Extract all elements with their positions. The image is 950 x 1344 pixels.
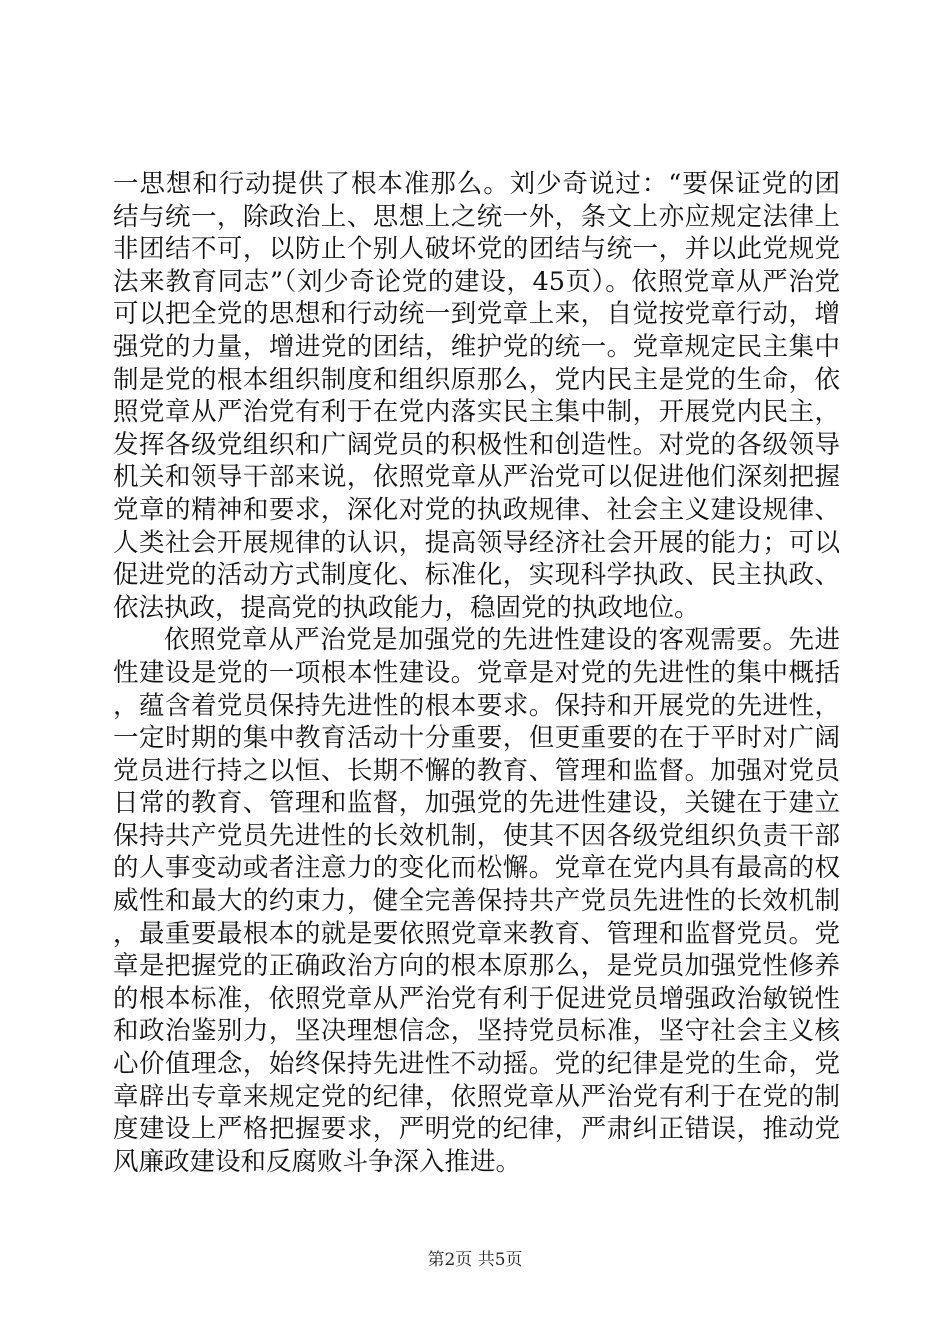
page-number-footer: 第2页 共5页 xyxy=(427,1250,523,1270)
paragraph-advanced-nature: 依照党章从严治党是加强党的先进性建设的客观需要。先进性建设是党的一项根本性建设。党章是对党的先进性的集中概括，蕴含着党员保持先进性的根本要求。保持和开展党的先进性，一定时期的集中教育活动十分重要，但更重要的在于平时对广阔党员进行持之以恒、长期不懈的教育、管理和监督。加强对党员日常的教育、管理和监督，加强党的先进性建设，关键在于建立保持共产党员先进性的长效机制，使其不因各级党组织负责干部的人事变动或者注意力的变化而松懈。党章在党内具有最高的权威性和最大的约束力，健全完善保持共产党员先进性的长效机制，最重要最根本的就是要依照党章来教育、管理和监督党员。党章是把握党的正确政治方向的根本原那么，是党员加强党性修养的根本标准，依照党章从严治党有利于促进党员增强政治敏锐性和政治鉴别力，坚决理想信念，坚持党员标准，坚守社会主义核心价值理念，始终保持先进性不动摇。党的纪律是党的生命，党章辟出专章来规定党的纪律，依照党章从严治党有利于在党的制度建设上严格把握要求，严明党的纪律，严肃纠正错误，推动党风廉政建设和反腐败斗争深入推进。 xyxy=(113,625,840,1177)
document-body xyxy=(113,168,840,1178)
paragraph-continuation: 一思想和行动提供了根本准那么。刘少奇说过：“要保证党的团结与统一，除政治上、思想上之统一外，条文上亦应规定法律上非团结不可，以防止个别人破坏党的团结与统一，并以此党规党法来教育同志”（刘少奇论党的建设，45页）。依照党章从严治党可以把全党的思想和行动统一到党章上来，自觉按党章行动，增强党的力量，增进党的团结，维护党的统一。党章规定民主集中制是党的根本组织制度和组织原那么，党内民主是党的生命，依照党章从严治党有利于在党内落实民主集中制，开展党内民主，发挥各级党组织和广阔党员的积极性和创造性。对党的各级领导机关和领导干部来说，依照党章从严治党可以促进他们深刻把握党章的精神和要求，深化对党的执政规律、社会主义建设规律、人类社会开展规律的认识，提高领导经济社会开展的能力；可以促进党的活动方式制度化、标准化，实现科学执政、民主执政、依法执政，提高党的执政能力，稳固党的执政地位。 xyxy=(113,169,840,623)
